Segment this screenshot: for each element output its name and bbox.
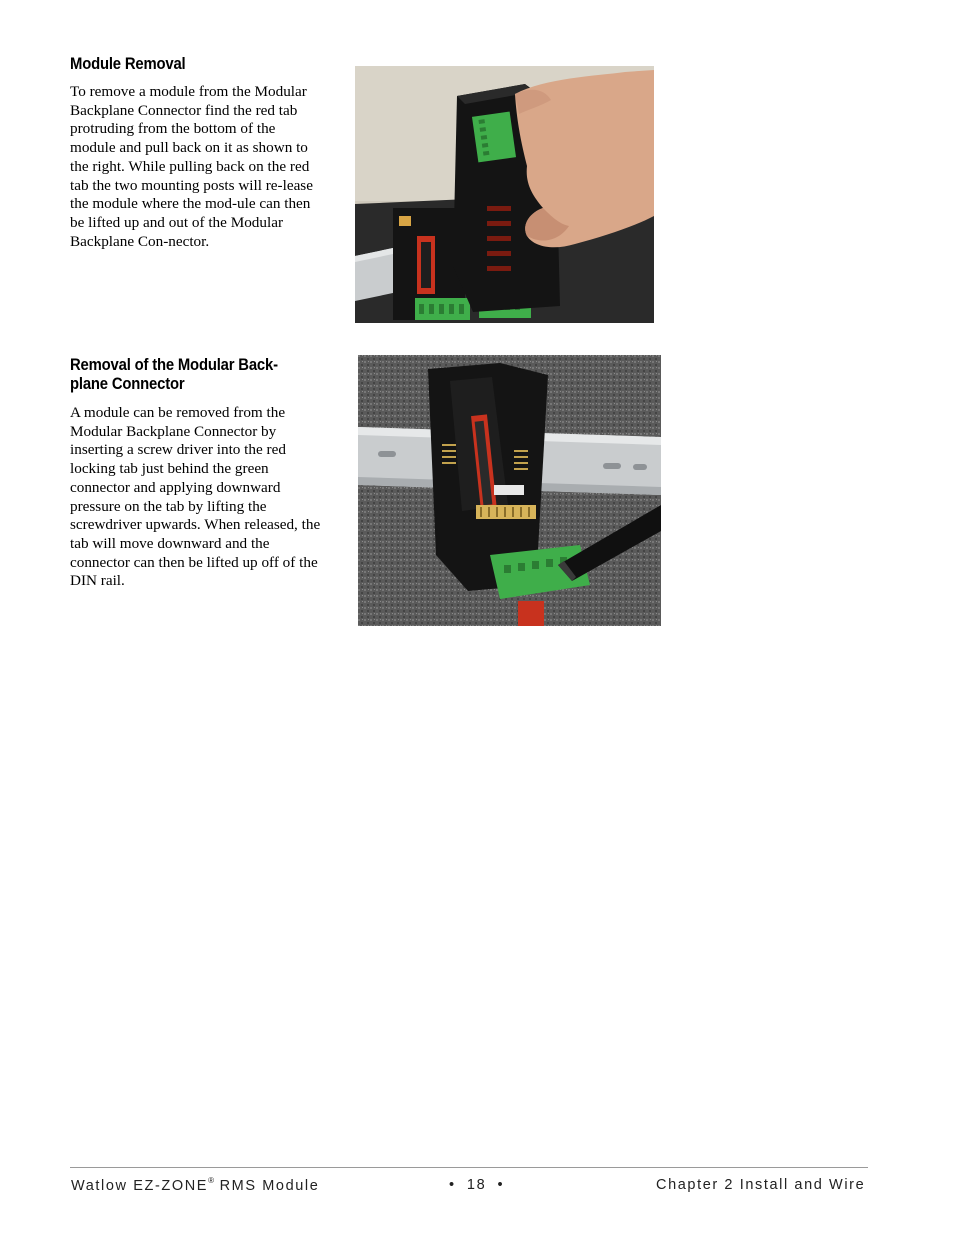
module-removal-photo: [355, 66, 654, 323]
module-removal-text: To remove a module from the Modular Backplane Connector find the red tab protruding from the bottom of the module and pull back on it as shown to the right. While pulling back on the red tab the two mounting posts will re-lease the module where the mod-ule can then be lifted up and out of the Modular Backplane Con-nector.: [70, 83, 313, 250]
backplane-removal-photo: [358, 355, 661, 626]
registered-mark: ®: [208, 1176, 214, 1185]
section-heading-backplane-removal: Removal of the Modular Back-plane Connector: [70, 356, 278, 393]
backplane-removal-text: A module can be removed from the Modular Backplane Connector by inserting a screw driver into the red locking tab just behind the green connector and applying downward pressure on the tab by lifting the screwdriver upwards. When released, the tab will move downward and the connector can then be lifted up off of the DIN rail.: [70, 404, 321, 590]
footer-product-name: Watlow EZ-ZONE: [71, 1177, 209, 1194]
footer-chapter: Chapter 2 Install and Wire: [656, 1177, 866, 1193]
footer-page-number: • 18 •: [449, 1177, 505, 1193]
footer-product-suffix: RMS Module: [213, 1177, 320, 1194]
footer-rule: [70, 1167, 868, 1168]
footer-product: [71, 1177, 319, 1194]
section-heading-module-removal: Module Removal: [70, 55, 186, 73]
